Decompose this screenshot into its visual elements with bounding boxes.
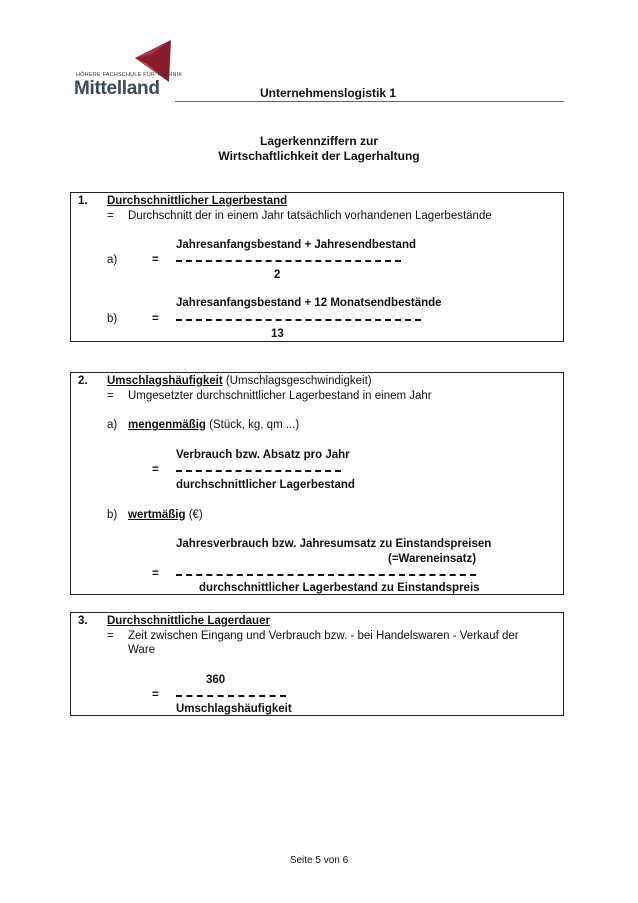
section-2-number: 2. <box>78 375 88 387</box>
section-2-definition: Umgesetzter durchschnittlicher Lagerbestand in einem Jahr <box>128 390 432 402</box>
section-3-definition-line-2: Ware <box>128 644 156 656</box>
section-1b-denominator: 13 <box>271 328 284 340</box>
header-divider <box>175 101 564 102</box>
section-3-number: 3. <box>78 615 88 627</box>
section-2-heading <box>107 374 372 388</box>
section-2b-numerator-line-1: Jahresverbrauch bzw. Jahresumsatz zu Einstandspreisen <box>176 538 492 550</box>
section-1-number: 1. <box>78 195 88 207</box>
doc-title-line-2: Wirtschaftlichkeit der Lagerhaltung <box>218 149 420 163</box>
section-3-fraction-line <box>176 695 286 697</box>
header-title: Unternehmenslogistik 1 <box>260 86 397 100</box>
section-1-title: Durchschnittlicher Lagerbestand <box>107 195 288 207</box>
section-2b-eq: = <box>152 568 159 580</box>
doc-title-line-1: Lagerkennziffern zur <box>259 134 379 148</box>
section-3-denominator: Umschlagshäufigkeit <box>176 703 292 715</box>
page-number: Seite 5 von 6 <box>289 855 349 866</box>
section-1b-fraction-line <box>176 319 421 321</box>
section-2a-label: a) <box>107 419 118 431</box>
section-3-formula-eq: = <box>152 689 159 701</box>
section-2a-heading <box>128 418 299 432</box>
section-1b-eq: = <box>152 313 159 325</box>
section-1a-fraction-line <box>176 260 401 262</box>
section-2b-denominator: durchschnittlicher Lagerbestand zu Einstandspreis <box>199 582 480 594</box>
section-2b-note: (€) <box>185 509 203 521</box>
section-2b-fraction-line <box>176 574 476 576</box>
section-2-eq: = <box>107 390 114 402</box>
section-1a-denominator: 2 <box>274 269 281 281</box>
section-2b-title: wertmäßig <box>128 509 186 521</box>
section-2b-numerator-line-2: (=Wareneinsatz) <box>388 553 477 565</box>
section-3-numerator: 360 <box>206 674 226 686</box>
logo-name: Mittelland <box>74 78 160 99</box>
section-2-title: Umschlagshäufigkeit <box>107 375 223 387</box>
section-1b-numerator: Jahresanfangsbestand + 12 Monatsendbestände <box>176 297 442 309</box>
section-3-box <box>70 612 564 716</box>
logo-school-line: HÖHERE FACHSCHULE FÜR TECHNIK <box>76 72 183 78</box>
section-3-definition-line-1: Zeit zwischen Eingang und Verbrauch bzw. - bei Handelswaren - Verkauf der <box>128 630 519 642</box>
section-2b-label: b) <box>107 509 118 521</box>
section-1a-eq: = <box>152 254 159 266</box>
section-2a-title: mengenmäßig <box>128 419 206 431</box>
section-2a-note: (Stück, kg, qm ...) <box>205 419 300 431</box>
section-1a-numerator: Jahresanfangsbestand + Jahresendbestand <box>176 239 416 251</box>
section-2a-numerator: Verbrauch bzw. Absatz pro Jahr <box>176 449 350 461</box>
section-2a-fraction-line <box>176 470 341 472</box>
section-3-eq: = <box>107 630 114 642</box>
section-2a-eq: = <box>152 464 159 476</box>
section-2-box <box>70 372 564 595</box>
section-1-eq: = <box>107 210 114 222</box>
section-1b-label: b) <box>107 313 118 325</box>
section-1a-label: a) <box>107 254 118 266</box>
section-2-title-note: (Umschlagsgeschwindigkeit) <box>222 375 372 387</box>
section-1-box <box>70 192 564 342</box>
section-2a-denominator: durchschnittlicher Lagerbestand <box>176 479 355 491</box>
section-2b-heading <box>128 508 203 522</box>
section-1-definition: Durchschnitt der in einem Jahr tatsächlich vorhandenen Lagerbestände <box>128 210 492 222</box>
section-3-title: Durchschnittliche Lagerdauer <box>107 615 270 627</box>
